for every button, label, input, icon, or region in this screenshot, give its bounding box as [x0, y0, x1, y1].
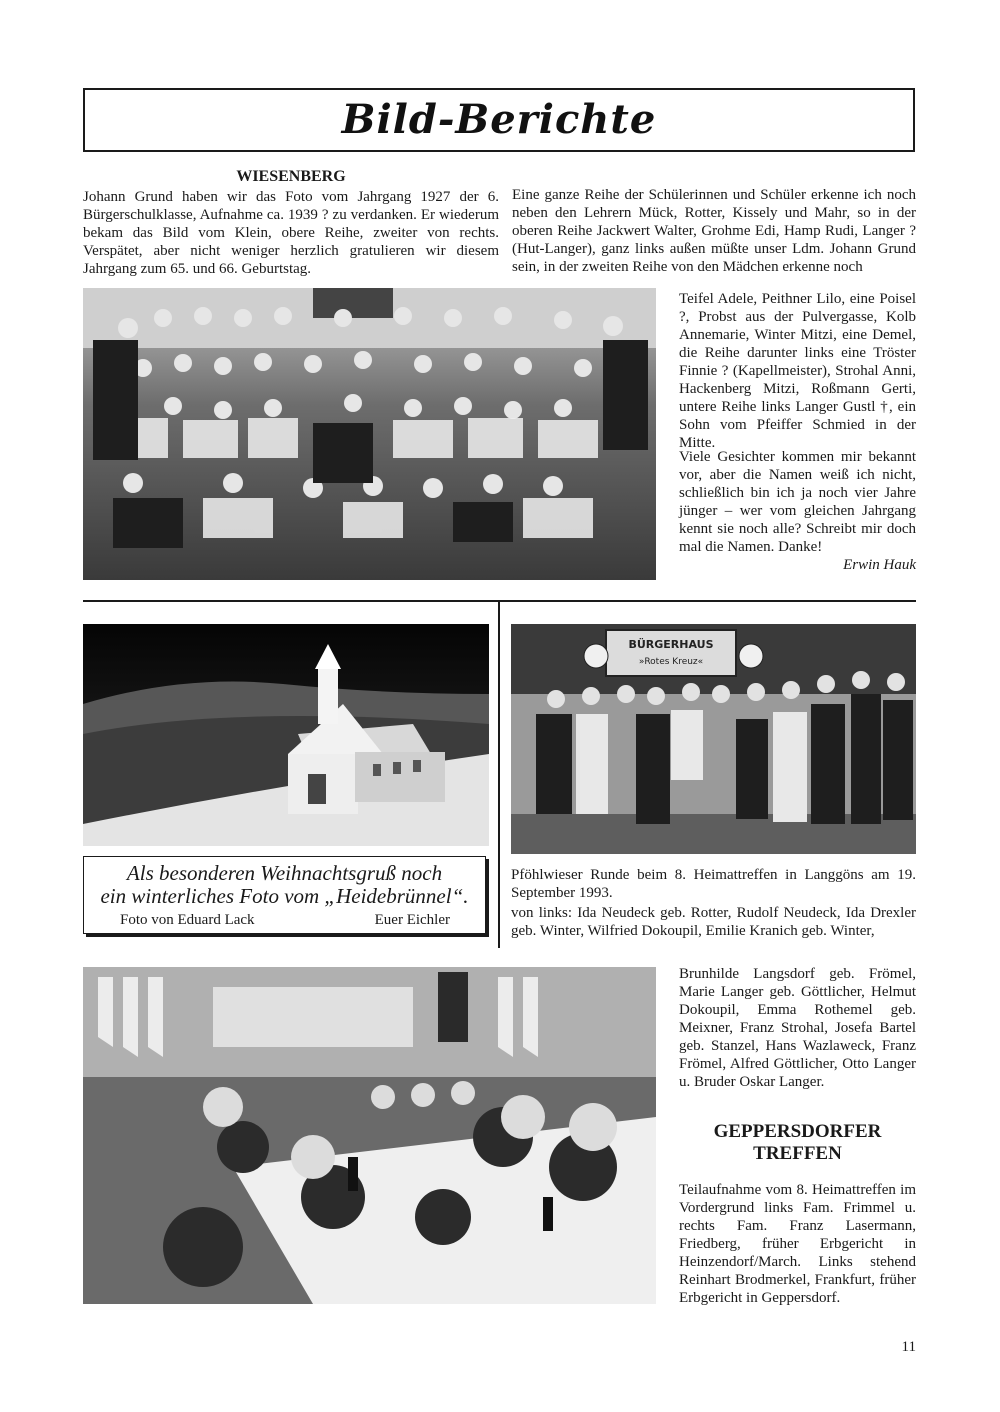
- geppersdorf-photo-image: [83, 967, 656, 1304]
- geppersdorf-photo: [83, 967, 656, 1304]
- sign-text-line1: BÜRGERHAUS: [628, 638, 714, 651]
- wiesenberg-heading: WIESENBERG: [236, 168, 346, 185]
- geppersdorf-heading-line2: TREFFEN: [753, 1143, 842, 1164]
- section-divider-right: [498, 600, 916, 602]
- section-divider-vertical: [498, 600, 500, 948]
- class-photo: [83, 288, 656, 580]
- pfoehlwies-names: von links: Ida Neudeck geb. Rotter, Rudolf Neudeck, Ida Drexler geb. Winter, Wilfried Dokoupil, Emilie Kranich geb. Winter,: [511, 905, 916, 939]
- wiesenberg-names-text: Eine ganze Reihe der Schülerinnen und Schüler erkenne ich noch neben den Lehrern Mück, Rotter, Kissely und Mahr, so in der oberen Reihe Jackwert Walter, Grohme Edi, Hamp Rudi, Langer ? (Hut-Langer), ganz links außen müßte unser Ldm. Johann Grund sein, in der zweiten Reihe von den Mädchen erkenne noch: [512, 187, 916, 275]
- photo-credit: Foto von Eduard Lack: [120, 912, 255, 928]
- pfoehlwies-photo: [511, 624, 916, 854]
- sender-signature: Euer Eichler: [374, 912, 450, 928]
- class-photo-image: [83, 288, 656, 580]
- sign-text-line2: »Rotes Kreuz«: [638, 657, 704, 667]
- page-number: 11: [901, 1339, 916, 1355]
- heidebruennel-photo-image: [83, 624, 489, 846]
- heidebruennel-caption-line2: ein winterliches Foto vom „Heidebrünnel“.: [100, 884, 469, 908]
- wiesenberg-request-text: Viele Gesichter kommen mir bekannt vor, aber die Namen weiß ich nicht, schließlich bin ich ja noch vier Jahre jünger – wer vom gleichen Jahrgang kennt sie noch alle? Schreibt mir doch mal die Namen. Danke!: [679, 449, 916, 555]
- pfoehlwies-caption: Pföhlwieser Runde beim 8. Heimattreffen in Langgöns am 19. September 1993.: [511, 867, 916, 901]
- author-signature: Erwin Hauk: [843, 557, 916, 573]
- geppersdorf-text: Teilaufnahme vom 8. Heimattreffen im Vordergrund links Fam. Frimmel u. rechts Fam. Franz Lasermann, Friedberg, früher Erbgericht in Heinzendorf/March. Links stehend Reinhart Brodmerkel, Frankfurt, früher Erbgericht in Geppersdorf.: [679, 1182, 916, 1306]
- wiesenberg-side-text: Teifel Adele, Peithner Lilo, eine Poisel ?, Probst aus der Pulvergasse, Kolb Annemarie, Winter Mitzi, eine Demel, die Reihe darunter links eine Tröster Finnie ? (Kapellmeister), Strohal Anni, Hackenberg Mitzi, Roßmann Gerti, untere Reihe links Langer Gustl †, ein Sohn vom Pfeiffer Schmied in der Mitte.: [679, 291, 916, 451]
- geppersdorf-heading-line1: GEPPERSDORFER: [713, 1121, 882, 1142]
- pfoehlwies-photo-image: [511, 624, 916, 854]
- heidebruennel-photo: [83, 624, 489, 846]
- pfoehlwies-names-continued: Brunhilde Langsdorf geb. Frömel, Marie Langer geb. Göttlicher, Helmut Dokoupil, Emma Rothemel geb. Meixner, Franz Strohal, Josefa Bartel geb. Stanzel, Hans Wazlaweck, Franz Frömel, Alfred Göttlicher, Otto Langer u. Bruder Oskar Langer.: [679, 966, 916, 1090]
- heidebruennel-caption-line1: Als besonderen Weihnachtsgruß noch: [126, 861, 443, 885]
- section-divider-left: [83, 600, 499, 602]
- wiesenberg-intro-text: Johann Grund haben wir das Foto vom Jahrgang 1927 der 6. Bürgerschulklasse, Aufnahme ca. 1939 ? zu verdanken. Er wiederum bekam das Bild vom Klein, obere Reihe, zweiter von rechts. Verspätet, aber nicht weniger herzlich gratulieren wir diesem Jahrgang zum 65. und 66. Geburtstag.: [83, 189, 499, 277]
- page-title: Bild-Berichte: [341, 96, 657, 143]
